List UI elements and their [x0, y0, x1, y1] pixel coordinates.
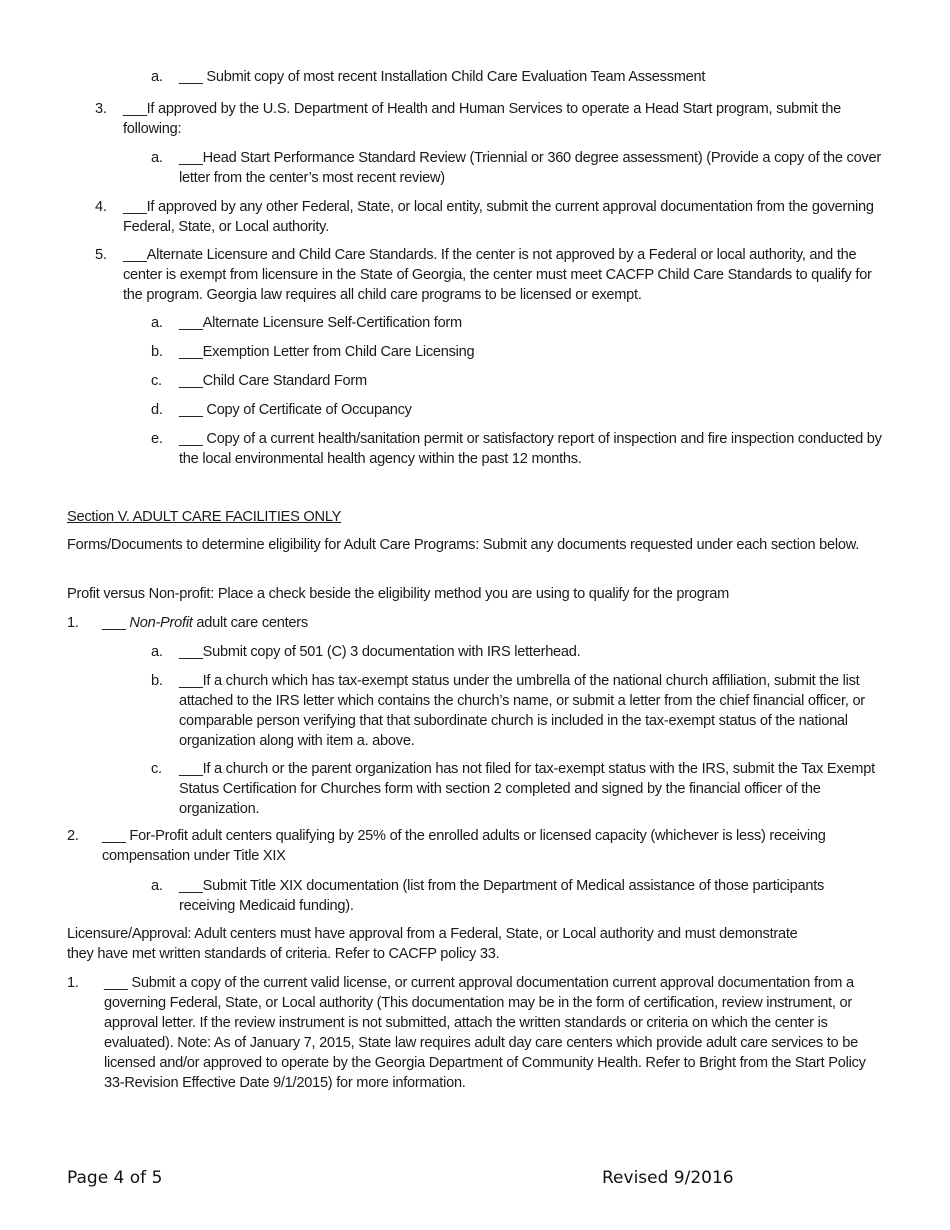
item-label: a. [151, 315, 163, 331]
item-text: ___Head Start Performance Standard Review (Triennial or 360 degree assessment) (Provide a copy of the cover letter from the center’s most recent review) [179, 150, 881, 186]
section-intro: Forms/Documents to determine eligibility for Adult Care Programs: Submit any documents requested under each section below. [67, 537, 860, 553]
item-text: ___If a church which has tax-exempt status under the umbrella of the national church affiliation, submit the list attached to the IRS letter which contains the church’s name, or submit a letter from the chief financial officer, or comparable person verifying that that subordinate church is included in the tax-exempt status of the national organization along with item a. above. [179, 673, 865, 749]
item-text: ___Alternate Licensure and Child Care Standards. If the center is not approved by a Federal or local authority, and the center is exempt from licensure in the State of Georgia, the center must meet CACFP Child Care Standards to qualify for the program. Georgia law requires all child care programs to be licensed or exempt. [123, 247, 872, 303]
item-label: a. [151, 69, 163, 85]
item-text: ___If a church or the parent organization has not filed for tax-exempt status with the IRS, submit the Tax Exempt Status Certification for Churches form with section 2 completed and signed by the financial officer of the organization. [179, 761, 875, 817]
item-label: c. [151, 373, 162, 389]
item-text: ___Exemption Letter from Child Care Licensing [179, 344, 475, 360]
revision-date: Revised 9/2016 [602, 1168, 734, 1188]
item-label: 1. [67, 975, 79, 991]
section-heading: Section V. ADULT CARE FACILITIES ONLY [67, 509, 342, 525]
item-label: d. [151, 402, 163, 418]
item-label: 5. [95, 247, 107, 263]
licensure-paragraph: Licensure/Approval: Adult centers must have approval from a Federal, State, or Local authority and must demonstrate they have met written standards of criteria. Refer to CACFP policy 33. [67, 926, 798, 962]
item-text: ___If approved by any other Federal, State, or local entity, submit the current approval documentation from the governing Federal, State, or Local authority. [123, 199, 874, 235]
item-label: 3. [95, 101, 107, 117]
item-label: a. [151, 878, 163, 894]
item-label: e. [151, 431, 163, 447]
item-text: ___ Submit a copy of the current valid license, or current approval documentation current approval documentation from a governing Federal, State, or Local authority (This documentation may be in the form of certification, review instrument, or approval letter. If the review instrument is not submitted, attach the written standards or criteria on which the center is evaluated). Note: As of January 7, 2015, State law requires adult day care centers which provide adult care services to be licensed and/or approved to operate by the Georgia Department of Community Health. Refer to Bright from the Start Policy 33-Revision Effective Date 9/1/2015) for more information. [104, 975, 866, 1091]
item-label: a. [151, 644, 163, 660]
item-text: ___Submit Title XIX documentation (list from the Department of Medical assistance of those participants receiving Medicaid funding). [179, 878, 825, 914]
item-label: b. [151, 673, 163, 689]
item-label: 4. [95, 199, 107, 215]
item-label: 1. [67, 615, 79, 631]
item-label: 2. [67, 828, 79, 844]
item-label: c. [151, 761, 162, 777]
item-text: ___ Submit copy of most recent Installation Child Care Evaluation Team Assessment [179, 69, 706, 85]
item-text: ___Child Care Standard Form [179, 373, 367, 389]
item-text: ___ For-Profit adult centers qualifying by 25% of the enrolled adults or licensed capacity (whichever is less) receiving compensation under Title XIX [102, 828, 826, 864]
item-text: ___ Non-Profit adult care centers [102, 615, 308, 631]
item-text: ___If approved by the U.S. Department of Health and Human Services to operate a Head Start program, submit the following: [123, 101, 841, 137]
item-text: ___ Copy of a current health/sanitation permit or satisfactory report of inspection and fire inspection conducted by the local environmental health agency within the past 12 months. [179, 431, 882, 467]
item-text: ___ Copy of Certificate of Occupancy [179, 402, 412, 418]
page-number: Page 4 of 5 [67, 1168, 163, 1188]
item-text: ___Submit copy of 501 (C) 3 documentation with IRS letterhead. [179, 644, 581, 660]
item-text: ___Alternate Licensure Self-Certification form [179, 315, 462, 331]
item-label: a. [151, 150, 163, 166]
item-label: b. [151, 344, 163, 360]
profit-intro: Profit versus Non-profit: Place a check beside the eligibility method you are using to qualify for the program [67, 586, 729, 602]
